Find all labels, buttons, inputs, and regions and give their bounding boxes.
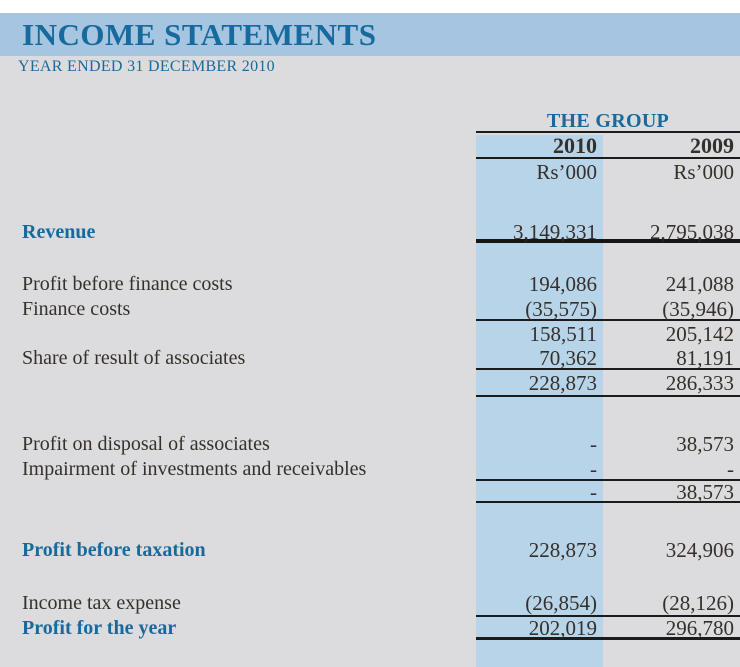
cell-2010: - (590, 432, 597, 456)
row-label: Profit before taxation (22, 539, 206, 561)
row-label: Revenue (22, 221, 96, 243)
table-spacer (0, 564, 740, 590)
row-label: Impairment of investments and receivables (22, 458, 367, 480)
table-spacer (0, 243, 740, 271)
row-label (0, 370, 476, 397)
cell-2009: 241,088 (665, 272, 734, 296)
table-spacer (0, 185, 740, 221)
cell-2009: 286,333 (665, 371, 734, 395)
cell-2010: 194,086 (528, 272, 597, 296)
cell-2009: 324,906 (665, 538, 734, 562)
table-row-profit-for-the-year (0, 617, 740, 640)
table-row-units (0, 159, 740, 185)
cell-2009: 205,142 (665, 322, 734, 346)
cell-2010: 158,511 (529, 322, 597, 346)
income-statement-table (0, 110, 740, 640)
row-label (0, 321, 476, 347)
page-subtitle: YEAR ENDED 31 DECEMBER 2010 (18, 58, 275, 75)
cell-2010: - (590, 457, 597, 481)
cell-2010: (35,575) (525, 297, 597, 321)
column-header-2009: 2009 (690, 133, 734, 158)
row-label (0, 481, 476, 503)
title-band (0, 13, 740, 56)
page-top-margin (0, 0, 740, 13)
cell-2009: (28,126) (662, 591, 734, 615)
cell-2009: 296,780 (665, 616, 734, 640)
table-spacer (0, 503, 740, 536)
table-row-profit-on-disposal (0, 431, 740, 457)
table-row-subtotal-operating (0, 321, 740, 347)
cell-2009: (35,946) (662, 297, 734, 321)
table-row-impairment (0, 457, 740, 481)
cell-2010: 70,362 (539, 346, 597, 370)
unit-2010: Rs’000 (536, 160, 597, 184)
cell-2010: 3,149,331 (513, 220, 597, 244)
table-row-share-of-associates (0, 347, 740, 370)
page-title: INCOME STATEMENTS (22, 17, 377, 52)
group-header: THE GROUP (546, 110, 670, 132)
cell-2010: (26,854) (525, 591, 597, 615)
cell-2009: - (727, 457, 734, 481)
cell-2009: 2,795,038 (650, 220, 734, 244)
table-row-subtotal-with-associates (0, 370, 740, 397)
table-row-finance-costs (0, 297, 740, 321)
table-row-profit-before-taxation (0, 536, 740, 564)
row-label: Profit before finance costs (22, 273, 233, 295)
cell-2009: 38,573 (676, 480, 734, 504)
row-label: Finance costs (22, 298, 131, 320)
table-row-revenue (0, 221, 740, 243)
row-label: Share of result of associates (22, 347, 246, 369)
table-row-profit-before-finance-costs (0, 271, 740, 297)
cell-2010: 228,873 (528, 538, 597, 562)
table-row-subtotal-disposal (0, 481, 740, 503)
table-row-years (0, 133, 740, 159)
table-row-income-tax (0, 590, 740, 617)
unit-2009: Rs’000 (673, 160, 734, 184)
table-row-group-header (0, 110, 740, 133)
cell-2009: 38,573 (676, 432, 734, 456)
row-label: Profit on disposal of associates (22, 433, 270, 455)
cell-2010: 202,019 (528, 616, 597, 640)
cell-2010: - (590, 480, 597, 504)
table-spacer (0, 397, 740, 431)
column-header-2010: 2010 (553, 133, 597, 158)
cell-2010: 228,873 (528, 371, 597, 395)
cell-2009: 81,191 (676, 346, 734, 370)
row-label: Profit for the year (22, 617, 177, 639)
row-label: Income tax expense (22, 592, 181, 614)
